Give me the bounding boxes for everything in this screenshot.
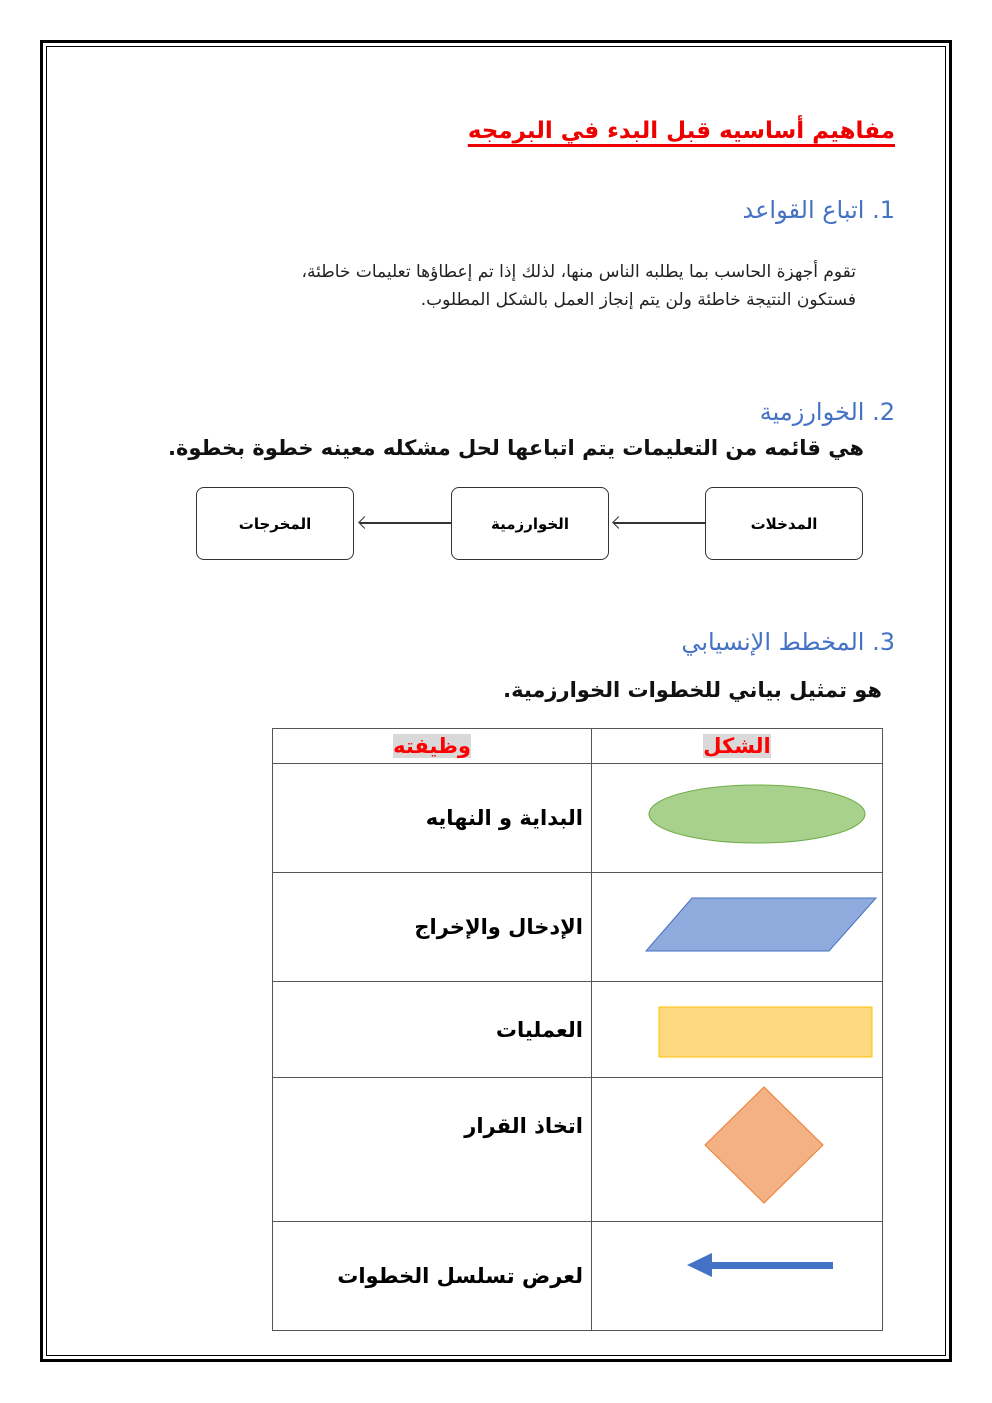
table-row bbox=[273, 1222, 883, 1331]
flow-arrow-icon bbox=[360, 522, 451, 524]
header-function: وظيفته bbox=[393, 734, 471, 758]
parallelogram-shape-icon bbox=[592, 873, 882, 977]
flowchart-definition: هو تمثيل بياني للخطوات الخوارزمية. bbox=[503, 678, 882, 702]
header-shape: الشكل bbox=[703, 734, 771, 758]
flowchart-symbols-table bbox=[272, 728, 883, 1331]
table-row bbox=[273, 873, 883, 982]
function-cell: البداية و النهايه bbox=[273, 764, 592, 873]
ellipse-shape-icon bbox=[592, 764, 882, 868]
rules-paragraph: تقوم أجهزة الحاسب بما يطلبه الناس منها، لذلك إذا تم إعطاؤها تعليمات خاطئة، فستكون النتيجة خاطئة ولن يتم إنجاز العمل بالشكل المطلوب. bbox=[301, 262, 856, 310]
algorithm-definition: هي قائمه من التعليمات يتم اتباعها لحل مشكله معينه خطوة بخطوة. bbox=[168, 436, 864, 460]
function-cell: الإدخال والإخراج bbox=[273, 873, 592, 982]
table-header-row bbox=[273, 729, 883, 764]
function-cell: اتخاذ القرار bbox=[273, 1078, 592, 1222]
page-title: مفاهيم أساسيه قبل البدء في البرمجه bbox=[467, 118, 895, 144]
function-cell: العمليات bbox=[273, 982, 592, 1078]
section-heading-rules: 1. اتباع القواعد bbox=[742, 196, 895, 224]
rectangle-shape-icon bbox=[592, 982, 882, 1073]
arrow-shape-icon bbox=[592, 1222, 882, 1326]
function-cell: لعرض تسلسل الخطوات bbox=[273, 1222, 592, 1331]
table-row bbox=[273, 1078, 883, 1222]
flow-box-inputs: المدخلات bbox=[705, 487, 863, 560]
section-heading-algorithm: 2. الخوارزمية bbox=[759, 398, 895, 426]
table-row bbox=[273, 764, 883, 873]
section-heading-flowchart: 3. المخطط الإنسيابي bbox=[681, 628, 895, 656]
flow-box-outputs: المخرجات bbox=[196, 487, 354, 560]
flow-arrow-icon bbox=[614, 522, 705, 524]
flow-box-algorithm: الخوارزمية bbox=[451, 487, 609, 560]
diamond-shape-icon bbox=[592, 1078, 882, 1217]
table-row bbox=[273, 982, 883, 1078]
